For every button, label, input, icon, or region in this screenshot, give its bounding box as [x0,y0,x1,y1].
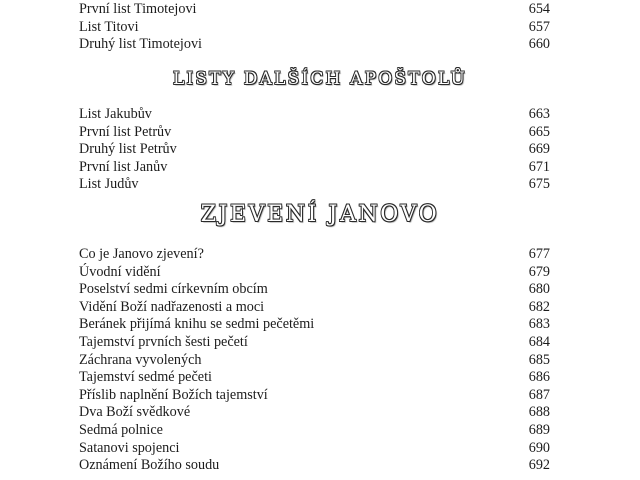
toc-entry-page: 686 [528,369,550,386]
toc-entry-title: List Titovi [79,18,139,35]
toc-entry-title: Oznámení Božího soudu [79,457,220,474]
toc-entry-page: 669 [528,141,550,158]
toc-entry [79,246,550,264]
toc-entry [79,281,550,299]
toc-entry-title: List Jakubův [79,106,152,122]
toc-entry-title: Beránek přijímá knihu se sedmi pečetěmi [79,316,315,333]
toc-entry-title: Co je Janovo zjevení? [79,246,204,262]
toc-entry-page: 660 [528,36,550,53]
toc-entry-page: 680 [528,281,550,298]
toc-entry [79,316,550,334]
toc-entry-page: 689 [528,421,550,438]
section-heading-listy: LISTY DALŠÍCH APOŠTOLŮ [172,69,468,89]
toc-entry [79,369,550,387]
toc-entry-title: První list Janův [79,158,168,175]
toc-entry [79,422,550,440]
toc-entry-title: Vidění Boží nadřazenosti a moci [79,298,265,315]
toc-entry [79,141,550,159]
toc-entry [79,1,550,19]
toc-entry [79,299,550,317]
toc-entry-title: Druhý list Petrův [79,141,177,158]
toc-entry [79,176,550,194]
toc-entry-page: 657 [528,18,550,35]
toc-entry-page: 683 [528,316,550,333]
section-heading-zjeveni: ZJEVENÍ JANOVO [200,202,440,227]
toc-entry [79,106,550,124]
toc-entry [79,440,550,458]
toc-entry-page: 671 [528,158,550,175]
toc-entry-page: 679 [528,263,550,280]
toc-entry-page: 665 [528,123,550,140]
toc-entry-page: 675 [528,176,550,193]
toc-entry-page: 685 [528,351,550,368]
toc-entry-title: Záchrana vyvolených [79,351,202,368]
toc-entry-page: 688 [528,404,550,421]
toc-entry [79,36,550,54]
toc-entry-title: List Judův [79,176,139,193]
toc-entry-title: Úvodní vidění [79,263,161,280]
toc-entry-title: Poselství sedmi církevním obcím [79,281,268,298]
toc-entry [79,352,550,370]
toc-entry [79,334,550,352]
toc-entry-title: První list Petrův [79,123,172,140]
toc-entry-title: Příslib naplnění Božích tajemství [79,386,268,403]
toc-section-zjeveni [79,246,550,475]
toc-entry [79,159,550,177]
toc-top-entries [79,1,550,54]
toc-entry-page: 682 [528,298,550,315]
toc-entry-title: Druhý list Timotejovi [79,36,202,53]
toc-entry-title: Tajemství sedmé pečeti [79,369,212,386]
toc-entry-title: Dva Boží svědkové [79,404,191,421]
toc-entry [79,404,550,422]
toc-section-listy [79,106,550,194]
toc-entry [79,264,550,282]
toc-entry-page: 690 [528,439,550,456]
toc-entry-title: Satanovi spojenci [79,439,180,456]
toc-entry-page: 663 [528,106,550,122]
toc-entry-page: 687 [528,386,550,403]
toc-entry-title: První list Timotejovi [79,1,197,17]
toc-entry-title: Tajemství prvních šesti pečetí [79,333,248,350]
toc-entry [79,19,550,37]
toc-entry-page: 684 [528,333,550,350]
toc-entry-title: Sedmá polnice [79,421,163,438]
toc-entry [79,124,550,142]
toc-entry [79,457,550,475]
toc-entry [79,387,550,405]
toc-entry-page: 654 [528,1,550,17]
toc-entry-page: 677 [528,246,550,262]
toc-entry-page: 692 [528,457,550,474]
